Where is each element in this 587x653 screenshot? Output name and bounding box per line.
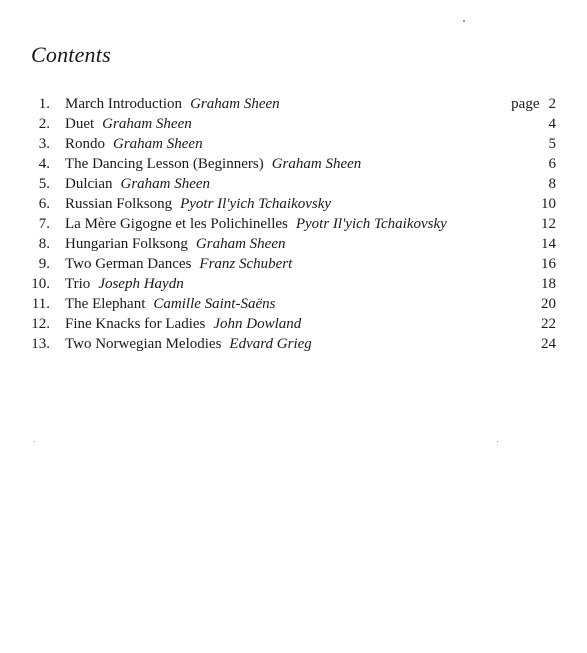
scan-speck <box>463 20 465 22</box>
entry-page: 14 <box>541 236 556 252</box>
entry-title: Hungarian Folksong <box>65 236 188 252</box>
entry-page: 12 <box>541 216 556 232</box>
entry-title: Two Norwegian Melodies <box>65 336 222 352</box>
entry-composer: John Dowland <box>213 316 302 332</box>
entry-page: 22 <box>541 316 556 332</box>
entry-title-line <box>65 174 210 194</box>
toc-entry <box>28 114 556 134</box>
entry-number: 4. <box>38 156 50 172</box>
entry-title: La Mère Gigogne et les Polichinelles <box>65 216 288 232</box>
toc-entry <box>28 254 556 274</box>
entry-title-line <box>65 94 280 114</box>
toc-entry <box>28 294 556 314</box>
entry-title: The Elephant <box>65 296 146 312</box>
entry-page: 16 <box>541 256 556 272</box>
toc-entry <box>28 334 556 354</box>
toc-entry <box>28 214 556 234</box>
entry-title-line <box>65 294 275 314</box>
entry-number: 2. <box>38 116 50 132</box>
entry-composer: Graham Sheen <box>190 96 280 112</box>
entry-title: Fine Knacks for Ladies <box>65 316 206 332</box>
entry-page: 4 <box>548 116 556 132</box>
entry-composer: Graham Sheen <box>120 176 211 192</box>
entry-composer: Edvard Grieg <box>229 336 312 352</box>
entry-number: 12. <box>31 316 50 332</box>
entry-title-line <box>65 114 192 134</box>
entry-composer: Joseph Haydn <box>98 276 184 292</box>
entry-number: 8. <box>38 236 50 252</box>
entry-composer: Graham Sheen <box>195 236 286 252</box>
toc-entry <box>28 274 556 294</box>
entry-number: 6. <box>38 196 50 212</box>
scan-speck <box>34 441 35 442</box>
page-title: Contents <box>31 42 111 67</box>
entry-composer: Pyotr Il'yich Tchaikovsky <box>295 216 447 232</box>
entry-composer: Graham Sheen <box>271 156 362 172</box>
entry-composer: Graham Sheen <box>113 136 203 152</box>
entry-title: Duet <box>65 116 95 132</box>
entry-number: 11. <box>31 296 50 312</box>
entry-number: 3. <box>38 136 50 152</box>
entry-title-line <box>65 154 361 174</box>
toc-entry <box>28 134 556 154</box>
entry-page: 2 <box>548 96 556 112</box>
toc-entry <box>28 154 556 174</box>
entry-title: March Introduction <box>65 96 183 112</box>
entry-page: 5 <box>548 136 556 152</box>
entry-title-line <box>65 194 331 214</box>
entry-number: 9. <box>38 256 50 272</box>
entry-page: 10 <box>541 196 556 212</box>
entry-page: 24 <box>541 336 556 352</box>
entry-title-line <box>65 274 184 294</box>
toc-entry <box>28 174 556 194</box>
toc-entry <box>28 234 556 254</box>
entry-page: 18 <box>541 276 556 292</box>
entry-number: 1. <box>38 96 50 112</box>
entry-title-line <box>65 334 312 354</box>
toc-entry <box>28 314 556 334</box>
entry-title: Two German Dances <box>65 256 192 272</box>
entry-page: 8 <box>548 176 556 192</box>
entry-composer: Pyotr Il'yich Tchaikovsky <box>180 196 332 212</box>
scan-speck <box>497 441 498 442</box>
table-of-contents <box>28 94 556 354</box>
entry-number: 7. <box>38 216 50 232</box>
entry-title: Russian Folksong <box>65 196 173 212</box>
toc-entry <box>28 194 556 214</box>
entry-number: 10. <box>31 276 50 292</box>
entry-title-line <box>65 214 447 234</box>
entry-title-line <box>65 234 286 254</box>
entry-title: Rondo <box>65 136 106 152</box>
entry-composer: Franz Schubert <box>199 256 293 272</box>
page-label: page <box>511 96 540 112</box>
entry-title: Trio <box>65 276 91 292</box>
entry-page: 6 <box>548 156 556 172</box>
entry-composer: Graham Sheen <box>102 116 192 132</box>
entry-number: 5. <box>38 176 50 192</box>
entry-title: The Dancing Lesson (Beginners) <box>65 156 264 172</box>
entry-number: 13. <box>31 336 50 352</box>
entry-title: Dulcian <box>65 176 113 192</box>
entry-page-cell <box>511 94 556 114</box>
entry-composer: Camille Saint-Saëns <box>153 296 276 312</box>
entry-title-line <box>65 134 203 154</box>
entry-title-line <box>65 254 292 274</box>
entry-page: 20 <box>541 296 556 312</box>
entry-title-line <box>65 314 301 334</box>
toc-entry <box>28 94 556 114</box>
